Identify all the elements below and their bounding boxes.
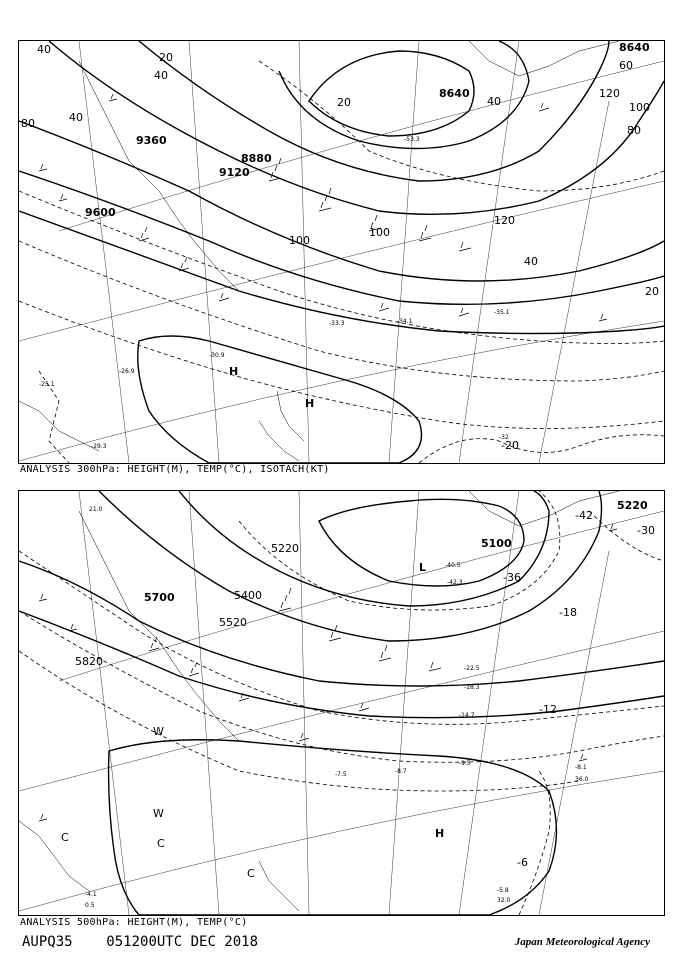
height-label: 5400: [234, 589, 262, 602]
height-label: 5520: [219, 616, 247, 629]
height-label: 5100: [481, 537, 512, 550]
station-label: -22.5: [464, 665, 480, 672]
temp-label: -20: [501, 439, 519, 452]
isotach-label: 120: [494, 214, 515, 227]
map-300hpa: [18, 40, 665, 464]
cold-center: C: [157, 837, 165, 850]
height-label: 5700: [144, 591, 175, 604]
station-label: -18.3: [464, 684, 480, 691]
isotach-label: 40: [487, 95, 501, 108]
station-label: -7.5: [335, 771, 347, 778]
panel-300-caption: ANALYSIS 300hPa: HEIGHT(M), TEMP(°C), ISOTACH(KT): [20, 464, 330, 475]
isotach-label: 40: [69, 111, 83, 124]
product-code: AUPQ35: [22, 934, 73, 950]
high-pressure-center: H: [435, 827, 445, 840]
agency-name: Japan Meteorological Agency: [514, 936, 650, 948]
temp-label: -33.3: [329, 320, 345, 327]
station-label: -4.1: [85, 891, 97, 898]
temp-label: -53.3: [404, 136, 420, 143]
temp-contour-label: -6: [517, 856, 528, 869]
height-label: 9600: [85, 206, 116, 219]
station-label: 32.0: [497, 897, 511, 904]
station-label: -40.5: [445, 562, 461, 569]
station-label: 21.0: [89, 506, 103, 513]
isotach-label: 20: [645, 285, 659, 298]
height-label: 5220: [271, 542, 299, 555]
height-label: 5820: [75, 655, 103, 668]
isotach-label: 100: [369, 226, 390, 239]
station-label: -8.7: [395, 768, 407, 775]
height-label: 5220: [617, 499, 648, 512]
station-label: -9.5: [459, 760, 471, 767]
temp-contours: [19, 61, 664, 463]
station-label: -14.7: [459, 712, 475, 719]
graticule: [19, 491, 664, 915]
height-label: 9120: [219, 166, 250, 179]
map-300hpa-chart: [19, 41, 664, 463]
product-header: [22, 934, 258, 950]
high-pressure-center: H: [229, 365, 239, 378]
cold-center: C: [247, 867, 255, 880]
map-500hpa: [18, 490, 665, 916]
station-label: -5.8: [497, 887, 509, 894]
station-label: -42.3: [447, 579, 463, 586]
temp-label: -29.3: [91, 443, 107, 450]
low-pressure-center: L: [419, 561, 427, 574]
temp-label: -30.9: [209, 352, 225, 359]
panel-500-caption: ANALYSIS 500hPa: HEIGHT(M), TEMP(°C): [20, 917, 248, 928]
isotach-label: 20: [159, 51, 173, 64]
warm-center: W: [153, 725, 164, 738]
isotach-label: 40: [37, 43, 51, 56]
isotach-label: 100: [289, 234, 310, 247]
temp-label: -25.1: [39, 381, 55, 388]
temp-contour-label: -30: [637, 524, 655, 537]
height-label: 8640: [619, 41, 650, 54]
height-label: 8880: [241, 152, 272, 165]
temp-contour-label: -36: [503, 571, 521, 584]
isotach-label: 100: [629, 101, 650, 114]
temp-contours: [19, 491, 664, 915]
isotach-label: 80: [627, 124, 641, 137]
isotach-label: 20: [337, 96, 351, 109]
temp-label: -32: [499, 434, 509, 441]
height-contours: [19, 491, 664, 915]
temp-contour-label: -42: [575, 509, 593, 522]
isotach-label: 60: [619, 59, 633, 72]
temp-contour-label: -18: [559, 606, 577, 619]
isotach-label: 40: [154, 69, 168, 82]
station-label: -8.1: [575, 764, 587, 771]
warm-center: W: [153, 807, 164, 820]
temp-label: -34.1: [397, 318, 413, 325]
temp-label: -26.9: [119, 368, 135, 375]
station-label: 36.0: [575, 776, 589, 783]
map-500hpa-chart: [19, 491, 664, 915]
station-label: 0.5: [85, 902, 95, 909]
height-label: 8640: [439, 87, 470, 100]
height-label: 9360: [136, 134, 167, 147]
temp-contour-label: -12: [539, 703, 557, 716]
isotach-label: 40: [524, 255, 538, 268]
cold-center: C: [61, 831, 69, 844]
isotach-label: 120: [599, 87, 620, 100]
high-pressure-center: H: [305, 397, 315, 410]
isotach-label: 80: [21, 117, 35, 130]
valid-datetime: 051200UTC DEC 2018: [106, 934, 259, 950]
temp-label: -35.1: [494, 309, 510, 316]
coastlines: [19, 491, 619, 911]
